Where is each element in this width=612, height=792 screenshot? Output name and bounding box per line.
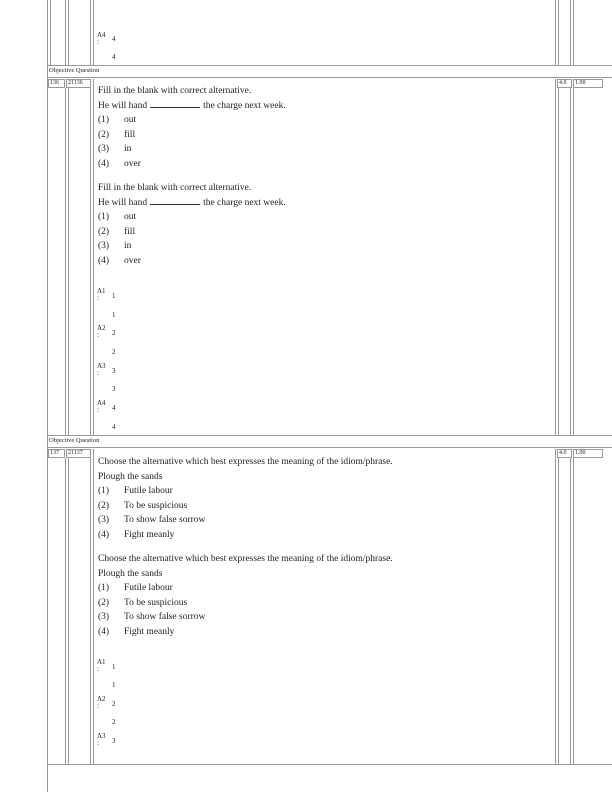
col-divider-index <box>65 0 66 65</box>
answer-value-repeat: 2 <box>112 348 116 356</box>
answer-label: A3 : <box>97 362 106 377</box>
question-negative-marks: 1.00 <box>573 79 603 88</box>
question-marks: 4.0 <box>557 79 572 88</box>
option-item: (1) Futile labour <box>98 583 173 594</box>
answer-value: 1 <box>112 292 116 300</box>
col-divider-neg <box>570 0 571 65</box>
option-item: (2) fill <box>98 226 136 237</box>
answer-value: 4 <box>112 35 116 43</box>
col-divider-index-b <box>68 88 69 435</box>
row-divider <box>47 447 612 448</box>
question-sentence: Plough the sands <box>98 471 163 482</box>
col-divider-id <box>90 0 91 65</box>
question-block <box>98 84 286 172</box>
fill-blank <box>150 196 200 205</box>
col-divider-neg <box>570 88 571 435</box>
col-divider-marks-b <box>558 0 559 65</box>
col-divider-id-b <box>93 449 94 764</box>
option-item: (2) To be suspicious <box>98 500 188 511</box>
option-item: (4) Fight meanly <box>98 529 175 540</box>
col-divider-id <box>90 79 91 435</box>
question-index: 136 <box>48 79 65 88</box>
col-divider-marks <box>555 79 556 435</box>
answer-label: A1 : <box>97 287 106 302</box>
col-divider-id-b <box>93 79 94 435</box>
col-divider-index-b <box>68 0 69 65</box>
col-divider-neg-b <box>573 0 574 65</box>
option-item: (3) in <box>98 241 132 252</box>
answer-value: 1 <box>112 663 116 671</box>
section-label: Objective Question <box>49 437 100 444</box>
answer-value-repeat: 4 <box>112 423 116 431</box>
option-item: (1) out <box>98 115 137 126</box>
question-sentence: Plough the sands <box>98 568 163 579</box>
answer-label: A4 : <box>97 399 106 414</box>
question-sentence: He will hand the charge next week. <box>98 197 286 208</box>
col-divider-index <box>65 88 66 435</box>
option-item: (4) over <box>98 158 141 169</box>
question-marks: 4.0 <box>557 449 572 458</box>
answer-value-repeat: 2 <box>112 718 116 726</box>
answer-label: A2 : <box>97 324 106 339</box>
answer-value-repeat: 1 <box>112 681 116 689</box>
answer-value-repeat: 1 <box>112 311 116 319</box>
question-prompt: Choose the alternative which best expresses the meaning of the idiom/phrase. <box>98 554 393 564</box>
col-divider-id-b <box>93 0 94 65</box>
option-item: (1) Futile labour <box>98 486 173 497</box>
option-item: (3) To show false sorrow <box>98 612 206 623</box>
question-id: 21137 <box>66 449 91 458</box>
row-divider <box>47 764 612 765</box>
question-block <box>98 455 393 543</box>
answer-label: A4 : <box>97 31 106 46</box>
row-divider <box>47 77 612 78</box>
col-divider-neg-b <box>573 88 574 435</box>
answer-label: A2 : <box>97 695 106 710</box>
col-divider-index-b <box>68 458 69 764</box>
question-sentence: He will hand the charge next week. <box>98 100 286 111</box>
answer-value-repeat: 3 <box>112 385 116 393</box>
col-divider-marks <box>555 0 556 65</box>
fill-blank <box>150 99 200 108</box>
answer-value: 3 <box>112 737 116 745</box>
row-divider <box>47 435 612 436</box>
option-item: (1) out <box>98 212 137 223</box>
col-divider-id <box>90 449 91 764</box>
col-divider-neg <box>570 458 571 764</box>
section-label: Objective Question <box>49 67 100 74</box>
answer-value: 3 <box>112 367 116 375</box>
option-item: (2) To be suspicious <box>98 597 188 608</box>
answer-value: 2 <box>112 329 116 337</box>
answer-value: 4 <box>112 404 116 412</box>
answer-value: 2 <box>112 700 116 708</box>
answer-label: A3 : <box>97 732 106 747</box>
question-prompt: Fill in the blank with correct alternative. <box>98 183 252 193</box>
col-divider-neg-b <box>573 458 574 764</box>
col-divider-marks-b <box>558 88 559 435</box>
table-border-left-inner <box>50 0 51 65</box>
question-id: 21136 <box>66 79 91 88</box>
question-negative-marks: 1.00 <box>573 449 603 458</box>
option-item: (3) in <box>98 144 132 155</box>
option-item: (2) fill <box>98 129 136 140</box>
col-divider-marks-b <box>558 458 559 764</box>
col-divider-index <box>65 458 66 764</box>
col-divider-marks <box>555 449 556 764</box>
answer-value-repeat: 4 <box>112 53 116 61</box>
question-prompt: Choose the alternative which best expresses the meaning of the idiom/phrase. <box>98 457 393 467</box>
option-item: (4) Fight meanly <box>98 626 175 637</box>
question-prompt: Fill in the blank with correct alternative. <box>98 86 252 96</box>
option-item: (4) over <box>98 255 141 266</box>
option-item: (3) To show false sorrow <box>98 515 206 526</box>
question-block <box>98 181 286 269</box>
question-index: 137 <box>48 449 65 458</box>
answer-label: A1 : <box>97 658 106 673</box>
question-block <box>98 552 393 640</box>
table-border-left <box>47 0 48 792</box>
row-divider <box>47 65 612 66</box>
